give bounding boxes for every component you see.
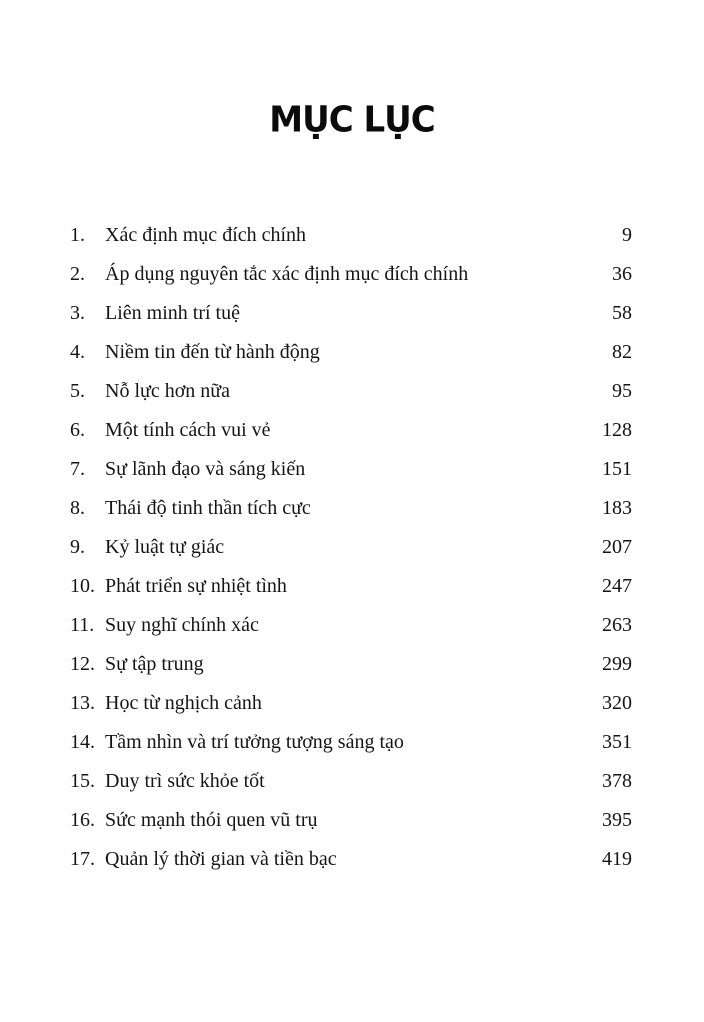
table-of-contents bbox=[70, 216, 632, 879]
toc-entry-number: 13. bbox=[70, 692, 95, 714]
toc-entry bbox=[70, 723, 632, 762]
toc-entry-title: Thái độ tinh thần tích cực bbox=[105, 497, 311, 519]
toc-entry-title: Sự lãnh đạo và sáng kiến bbox=[105, 458, 306, 480]
toc-entry-number: 16. bbox=[70, 809, 95, 831]
toc-entry-number: 1. bbox=[70, 224, 85, 246]
toc-entry-title: Học từ nghịch cảnh bbox=[105, 692, 262, 714]
toc-entry-number: 2. bbox=[70, 263, 85, 285]
toc-entry-number: 9. bbox=[70, 536, 85, 558]
toc-entry-number: 14. bbox=[70, 731, 95, 753]
toc-entry-page: 263 bbox=[602, 614, 632, 636]
toc-entry-title: Quản lý thời gian và tiền bạc bbox=[105, 848, 337, 870]
toc-entry-title: Phát triển sự nhiệt tình bbox=[105, 575, 287, 597]
toc-entry bbox=[70, 801, 632, 840]
toc-entry-number: 10. bbox=[70, 575, 95, 597]
toc-entry-title: Xác định mục đích chính bbox=[105, 224, 307, 246]
toc-entry-page: 247 bbox=[602, 575, 632, 597]
toc-entry-number: 11. bbox=[70, 614, 95, 636]
toc-entry bbox=[70, 255, 632, 294]
toc-entry bbox=[70, 606, 632, 645]
toc-entry bbox=[70, 645, 632, 684]
toc-entry bbox=[70, 216, 632, 255]
toc-entry-page: 351 bbox=[602, 731, 632, 753]
page-title: MỤC LỤC bbox=[269, 99, 435, 141]
toc-entry-title: Sức mạnh thói quen vũ trụ bbox=[105, 809, 318, 831]
toc-entry-page: 419 bbox=[602, 848, 632, 870]
toc-entry-page: 395 bbox=[602, 809, 632, 831]
toc-entry-page: 9 bbox=[622, 224, 632, 246]
toc-entry-title: Nỗ lực hơn nữa bbox=[105, 380, 231, 402]
toc-entry-page: 95 bbox=[612, 380, 632, 402]
toc-entry-page: 183 bbox=[602, 497, 632, 519]
toc-entry bbox=[70, 294, 632, 333]
toc-entry-page: 320 bbox=[602, 692, 632, 714]
toc-entry bbox=[70, 450, 632, 489]
toc-entry-number: 5. bbox=[70, 380, 85, 402]
toc-entry-page: 151 bbox=[602, 458, 632, 480]
toc-entry-number: 8. bbox=[70, 497, 85, 519]
toc-entry-title: Áp dụng nguyên tắc xác định mục đích chính bbox=[105, 263, 469, 285]
toc-entry bbox=[70, 567, 632, 606]
toc-entry-title: Liên minh trí tuệ bbox=[105, 302, 240, 324]
toc-entry-number: 3. bbox=[70, 302, 85, 324]
toc-entry bbox=[70, 684, 632, 723]
toc-entry bbox=[70, 411, 632, 450]
toc-entry-page: 36 bbox=[612, 263, 632, 285]
toc-entry-page: 207 bbox=[602, 536, 632, 558]
toc-entry-title: Niềm tin đến từ hành động bbox=[105, 341, 320, 363]
toc-entry-title: Duy trì sức khỏe tốt bbox=[105, 770, 265, 792]
toc-entry bbox=[70, 840, 632, 879]
toc-entry-page: 58 bbox=[612, 302, 632, 324]
toc-entry bbox=[70, 372, 632, 411]
toc-entry-page: 82 bbox=[612, 341, 632, 363]
toc-entry-title: Suy nghĩ chính xác bbox=[105, 614, 259, 636]
toc-entry-page: 128 bbox=[602, 419, 632, 441]
toc-entry-number: 15. bbox=[70, 770, 95, 792]
toc-entry-title: Sự tập trung bbox=[105, 653, 204, 675]
toc-entry bbox=[70, 528, 632, 567]
toc-entry-number: 6. bbox=[70, 419, 85, 441]
toc-entry-number: 7. bbox=[70, 458, 85, 480]
toc-entry-title: Tầm nhìn và trí tưởng tượng sáng tạo bbox=[105, 731, 404, 753]
toc-entry-number: 4. bbox=[70, 341, 85, 363]
toc-entry-title: Kỷ luật tự giác bbox=[105, 536, 225, 558]
toc-entry-number: 12. bbox=[70, 653, 95, 675]
toc-entry-page: 378 bbox=[602, 770, 632, 792]
toc-entry-number: 17. bbox=[70, 848, 95, 870]
toc-entry bbox=[70, 489, 632, 528]
toc-entry bbox=[70, 333, 632, 372]
toc-entry-page: 299 bbox=[602, 653, 632, 675]
toc-entry bbox=[70, 762, 632, 801]
toc-entry-title: Một tính cách vui vẻ bbox=[105, 419, 271, 441]
